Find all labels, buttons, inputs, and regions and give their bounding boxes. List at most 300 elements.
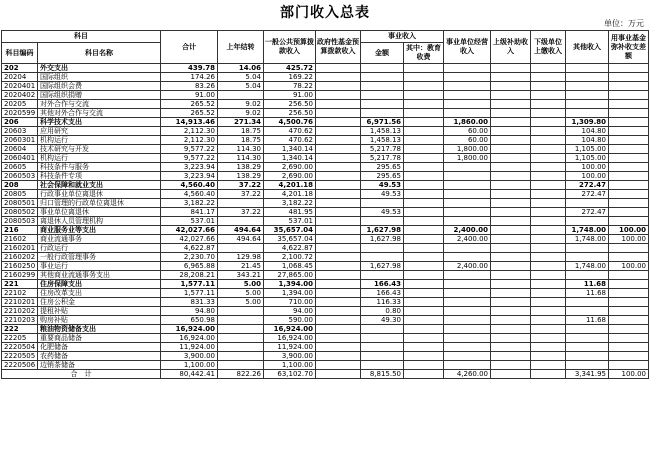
table-row <box>2 280 649 289</box>
cell-name: 其他对外合作与交流 <box>38 109 161 118</box>
cell-lower <box>531 271 566 280</box>
cell-carryover <box>218 91 264 100</box>
cell-gen: 2,100.72 <box>264 253 316 262</box>
table-row <box>2 91 649 100</box>
header-total: 合计 <box>161 31 218 64</box>
header-lower-payment: 下级单位上缴收入 <box>531 31 566 64</box>
cell-other: 1,105.00 <box>566 145 609 154</box>
cell-lower <box>531 199 566 208</box>
cell-biz <box>444 109 491 118</box>
table-row <box>2 235 649 244</box>
cell-cf <box>609 109 649 118</box>
cell-amount <box>361 361 404 370</box>
cell-biz <box>444 289 491 298</box>
cell-amount <box>361 334 404 343</box>
cell-code: 20605 <box>2 163 38 172</box>
cell-gen: 1,394.00 <box>264 280 316 289</box>
cell-code: 2060301 <box>2 136 38 145</box>
header-subject: 科目 <box>2 31 161 43</box>
cell-lower <box>531 154 566 163</box>
cell-lower <box>531 343 566 352</box>
cell-other: 104.80 <box>566 136 609 145</box>
cell-total: 841.17 <box>161 208 218 217</box>
cell-total: 94.80 <box>161 307 218 316</box>
cell-edu <box>404 289 444 298</box>
table-row <box>2 163 649 172</box>
cell-gen: 169.22 <box>264 73 316 82</box>
header-career-income: 事业收入 <box>361 31 444 43</box>
cell-name: 离退休人员管理机构 <box>38 217 161 226</box>
cell-name: 住房保障支出 <box>38 280 161 289</box>
cell-total: 14,913.46 <box>161 118 218 127</box>
cell-gen: 1,068.45 <box>264 262 316 271</box>
cell-edu <box>404 217 444 226</box>
cell-carryover: 271.34 <box>218 118 264 127</box>
table-row <box>2 253 649 262</box>
cell-other: 100.00 <box>566 163 609 172</box>
cell-name: 国际组织 <box>38 73 161 82</box>
cell-upper <box>491 316 531 325</box>
header-other-income: 其他收入 <box>566 31 609 64</box>
table-row <box>2 199 649 208</box>
cell-upper <box>491 136 531 145</box>
cell-lower <box>531 91 566 100</box>
cell-edu <box>404 73 444 82</box>
cell-code: 21602 <box>2 235 38 244</box>
cell-gen: 35,657.04 <box>264 226 316 235</box>
cell-code: 20603 <box>2 127 38 136</box>
cell-code: 2020402 <box>2 91 38 100</box>
cell-carryover <box>218 217 264 226</box>
cell-total: 174.26 <box>161 73 218 82</box>
cell-amount <box>361 244 404 253</box>
cell-edu <box>404 316 444 325</box>
cell-cf <box>609 307 649 316</box>
cell-carryover: 138.29 <box>218 163 264 172</box>
cell-edu <box>404 226 444 235</box>
cell-gen: 537.01 <box>264 217 316 226</box>
cell-amount: 49.30 <box>361 316 404 325</box>
cell-lower <box>531 334 566 343</box>
cell-amount: 295.65 <box>361 172 404 181</box>
cell-carryover: 21.45 <box>218 262 264 271</box>
cell-edu <box>404 280 444 289</box>
cell-carryover: 5.04 <box>218 73 264 82</box>
cell-fund <box>316 64 361 73</box>
cell-total: 83.26 <box>161 82 218 91</box>
cell-other <box>566 343 609 352</box>
cell-upper <box>491 361 531 370</box>
cell-upper <box>491 109 531 118</box>
total-cell-gen: 63,102.70 <box>264 370 316 379</box>
cell-gen: 78.22 <box>264 82 316 91</box>
cell-fund <box>316 235 361 244</box>
cell-amount: 166.43 <box>361 280 404 289</box>
cell-cf: 100.00 <box>609 262 649 271</box>
cell-total: 9,577.22 <box>161 154 218 163</box>
cell-cf <box>609 316 649 325</box>
table-row <box>2 154 649 163</box>
cell-other: 1,748.00 <box>566 235 609 244</box>
cell-lower <box>531 82 566 91</box>
cell-carryover <box>218 244 264 253</box>
cell-total: 265.52 <box>161 100 218 109</box>
cell-total: 1,577.11 <box>161 289 218 298</box>
cell-edu <box>404 208 444 217</box>
cell-lower <box>531 235 566 244</box>
cell-amount <box>361 100 404 109</box>
cell-lower <box>531 73 566 82</box>
table-row <box>2 64 649 73</box>
cell-other: 100.00 <box>566 172 609 181</box>
cell-lower <box>531 118 566 127</box>
cell-carryover: 9.02 <box>218 100 264 109</box>
cell-cf <box>609 352 649 361</box>
cell-biz <box>444 244 491 253</box>
cell-edu <box>404 262 444 271</box>
cell-carryover <box>218 334 264 343</box>
cell-lower <box>531 262 566 271</box>
cell-code: 2080503 <box>2 217 38 226</box>
total-cell-cf: 100.00 <box>609 370 649 379</box>
cell-fund <box>316 127 361 136</box>
cell-carryover: 37.22 <box>218 181 264 190</box>
cell-total: 9,577.22 <box>161 145 218 154</box>
cell-cf <box>609 208 649 217</box>
cell-code: 221 <box>2 280 38 289</box>
cell-code: 216 <box>2 226 38 235</box>
cell-upper <box>491 253 531 262</box>
cell-biz <box>444 163 491 172</box>
cell-gen: 27,865.00 <box>264 271 316 280</box>
cell-fund <box>316 190 361 199</box>
cell-total: 3,223.94 <box>161 163 218 172</box>
cell-fund <box>316 244 361 253</box>
cell-code: 2060401 <box>2 154 38 163</box>
cell-edu <box>404 82 444 91</box>
cell-gen: 4,201.18 <box>264 181 316 190</box>
cell-amount <box>361 352 404 361</box>
cell-edu <box>404 190 444 199</box>
total-row <box>2 370 649 379</box>
cell-cf: 100.00 <box>609 235 649 244</box>
cell-code: 20205 <box>2 100 38 109</box>
cell-total: 16,924.00 <box>161 334 218 343</box>
cell-carryover: 5.00 <box>218 298 264 307</box>
total-label: 合 计 <box>2 370 161 379</box>
cell-total: 11,924.00 <box>161 343 218 352</box>
cell-lower <box>531 244 566 253</box>
page-title: 部门收入总表 <box>280 5 370 21</box>
cell-other <box>566 307 609 316</box>
cell-name: 科技条件专项 <box>38 172 161 181</box>
cell-amount: 49.53 <box>361 181 404 190</box>
cell-cf <box>609 217 649 226</box>
cell-code: 2060503 <box>2 172 38 181</box>
table-row <box>2 307 649 316</box>
cell-carryover: 129.98 <box>218 253 264 262</box>
cell-name: 商业服务业等支出 <box>38 226 161 235</box>
cell-edu <box>404 325 444 334</box>
cell-gen: 481.95 <box>264 208 316 217</box>
cell-amount: 49.53 <box>361 190 404 199</box>
cell-amount <box>361 271 404 280</box>
cell-fund <box>316 217 361 226</box>
cell-biz <box>444 100 491 109</box>
cell-upper <box>491 181 531 190</box>
cell-cf <box>609 91 649 100</box>
cell-fund <box>316 298 361 307</box>
cell-amount <box>361 253 404 262</box>
cell-lower <box>531 298 566 307</box>
cell-edu <box>404 352 444 361</box>
cell-amount: 49.53 <box>361 208 404 217</box>
cell-fund <box>316 343 361 352</box>
cell-code: 2220506 <box>2 361 38 370</box>
cell-upper <box>491 163 531 172</box>
cell-total: 265.52 <box>161 109 218 118</box>
cell-gen: 1,340.14 <box>264 145 316 154</box>
cell-biz <box>444 73 491 82</box>
cell-cf <box>609 136 649 145</box>
cell-carryover: 18.75 <box>218 127 264 136</box>
cell-biz <box>444 307 491 316</box>
cell-code: 206 <box>2 118 38 127</box>
cell-fund <box>316 271 361 280</box>
cell-cf <box>609 82 649 91</box>
cell-upper <box>491 145 531 154</box>
cell-lower <box>531 307 566 316</box>
cell-lower <box>531 64 566 73</box>
cell-amount <box>361 73 404 82</box>
cell-other <box>566 199 609 208</box>
cell-name: 机构运行 <box>38 136 161 145</box>
cell-upper <box>491 226 531 235</box>
cell-carryover <box>218 361 264 370</box>
cell-amount: 1,627.98 <box>361 226 404 235</box>
cell-carryover: 5.04 <box>218 82 264 91</box>
cell-biz <box>444 352 491 361</box>
cell-fund <box>316 82 361 91</box>
table-row <box>2 298 649 307</box>
cell-upper <box>491 289 531 298</box>
cell-edu <box>404 253 444 262</box>
cell-upper <box>491 73 531 82</box>
cell-total: 2,230.70 <box>161 253 218 262</box>
cell-carryover: 18.75 <box>218 136 264 145</box>
cell-cf <box>609 145 649 154</box>
cell-total: 4,560.40 <box>161 190 218 199</box>
cell-biz <box>444 190 491 199</box>
cell-amount <box>361 325 404 334</box>
cell-amount: 166.43 <box>361 289 404 298</box>
cell-edu <box>404 244 444 253</box>
cell-code: 2160250 <box>2 262 38 271</box>
cell-lower <box>531 190 566 199</box>
cell-fund <box>316 118 361 127</box>
cell-cf: 100.00 <box>609 226 649 235</box>
cell-code: 20805 <box>2 190 38 199</box>
cell-code: 2080502 <box>2 208 38 217</box>
cell-amount: 5,217.78 <box>361 154 404 163</box>
cell-carryover: 9.02 <box>218 109 264 118</box>
cell-code: 2210203 <box>2 316 38 325</box>
table-row <box>2 352 649 361</box>
cell-carryover: 494.64 <box>218 226 264 235</box>
cell-total: 1,100.00 <box>161 361 218 370</box>
cell-gen: 425.72 <box>264 64 316 73</box>
cell-fund <box>316 73 361 82</box>
cell-cf <box>609 163 649 172</box>
cell-fund <box>316 199 361 208</box>
cell-lower <box>531 172 566 181</box>
cell-lower <box>531 208 566 217</box>
cell-upper <box>491 334 531 343</box>
cell-gen: 710.00 <box>264 298 316 307</box>
table-row <box>2 217 649 226</box>
cell-upper <box>491 280 531 289</box>
cell-upper <box>491 172 531 181</box>
cell-edu <box>404 235 444 244</box>
cell-lower <box>531 325 566 334</box>
cell-amount: 116.33 <box>361 298 404 307</box>
cell-name: 社会保障和就业支出 <box>38 181 161 190</box>
cell-code: 2210201 <box>2 298 38 307</box>
cell-code: 2220505 <box>2 352 38 361</box>
cell-name: 住房改革支出 <box>38 289 161 298</box>
cell-upper <box>491 91 531 100</box>
header-career-fund: 用事业基金弥补收支差额 <box>609 31 649 64</box>
cell-amount <box>361 82 404 91</box>
cell-edu <box>404 91 444 100</box>
header-code: 科目编码 <box>2 43 38 64</box>
cell-biz: 1,860.00 <box>444 118 491 127</box>
header-upper-subsidy: 上级补助收入 <box>491 31 531 64</box>
cell-total: 28,208.21 <box>161 271 218 280</box>
cell-lower <box>531 289 566 298</box>
cell-other <box>566 271 609 280</box>
table-row <box>2 109 649 118</box>
cell-biz: 60.00 <box>444 127 491 136</box>
cell-name: 行政运行 <box>38 244 161 253</box>
cell-biz <box>444 316 491 325</box>
cell-gen: 16,924.00 <box>264 325 316 334</box>
total-cell-amount: 8,815.50 <box>361 370 404 379</box>
cell-upper <box>491 352 531 361</box>
cell-code: 2020401 <box>2 82 38 91</box>
cell-code: 2160202 <box>2 253 38 262</box>
cell-cf <box>609 289 649 298</box>
cell-carryover <box>218 316 264 325</box>
table-row <box>2 334 649 343</box>
cell-biz <box>444 280 491 289</box>
cell-name: 应用研究 <box>38 127 161 136</box>
cell-fund <box>316 253 361 262</box>
cell-code: 2080501 <box>2 199 38 208</box>
cell-upper <box>491 82 531 91</box>
cell-edu <box>404 118 444 127</box>
cell-name: 提租补贴 <box>38 307 161 316</box>
cell-other <box>566 361 609 370</box>
cell-upper <box>491 118 531 127</box>
cell-edu <box>404 100 444 109</box>
cell-total: 650.98 <box>161 316 218 325</box>
cell-edu <box>404 109 444 118</box>
cell-name: 商业流通事务 <box>38 235 161 244</box>
cell-code: 22205 <box>2 334 38 343</box>
table-body <box>2 64 649 379</box>
cell-gen: 256.50 <box>264 109 316 118</box>
table-row <box>2 343 649 352</box>
cell-other <box>566 253 609 262</box>
cell-carryover: 37.22 <box>218 190 264 199</box>
cell-name: 农药储备 <box>38 352 161 361</box>
cell-carryover <box>218 307 264 316</box>
cell-gen: 2,690.00 <box>264 172 316 181</box>
cell-biz <box>444 343 491 352</box>
cell-biz <box>444 181 491 190</box>
cell-carryover <box>218 352 264 361</box>
cell-upper <box>491 343 531 352</box>
cell-fund <box>316 91 361 100</box>
cell-code: 2160299 <box>2 271 38 280</box>
cell-cf <box>609 190 649 199</box>
table-row <box>2 262 649 271</box>
cell-upper <box>491 64 531 73</box>
cell-other <box>566 109 609 118</box>
table-row <box>2 172 649 181</box>
cell-total: 537.01 <box>161 217 218 226</box>
cell-name: 对外合作与交流 <box>38 100 161 109</box>
table-row <box>2 190 649 199</box>
cell-biz <box>444 91 491 100</box>
cell-upper <box>491 244 531 253</box>
cell-carryover <box>218 325 264 334</box>
cell-gen: 16,924.00 <box>264 334 316 343</box>
cell-biz: 60.00 <box>444 136 491 145</box>
cell-gen: 470.62 <box>264 127 316 136</box>
cell-code: 20204 <box>2 73 38 82</box>
cell-name: 住房公积金 <box>38 298 161 307</box>
unit-label: 单位：万元 <box>604 19 644 28</box>
cell-code: 2220504 <box>2 343 38 352</box>
cell-total: 91.00 <box>161 91 218 100</box>
cell-edu <box>404 136 444 145</box>
cell-fund <box>316 208 361 217</box>
cell-biz <box>444 253 491 262</box>
cell-code: 222 <box>2 325 38 334</box>
cell-cf <box>609 361 649 370</box>
cell-amount: 295.65 <box>361 163 404 172</box>
cell-name: 其他商业流通事务支出 <box>38 271 161 280</box>
cell-cf <box>609 244 649 253</box>
cell-cf <box>609 154 649 163</box>
total-cell-fund <box>316 370 361 379</box>
table-row <box>2 181 649 190</box>
cell-amount <box>361 217 404 226</box>
cell-cf <box>609 64 649 73</box>
cell-fund <box>316 172 361 181</box>
cell-fund <box>316 334 361 343</box>
cell-fund <box>316 352 361 361</box>
cell-upper <box>491 199 531 208</box>
cell-cf <box>609 280 649 289</box>
table-row <box>2 73 649 82</box>
cell-name: 科学技术支出 <box>38 118 161 127</box>
table-row <box>2 316 649 325</box>
cell-lower <box>531 163 566 172</box>
cell-gen: 11,924.00 <box>264 343 316 352</box>
